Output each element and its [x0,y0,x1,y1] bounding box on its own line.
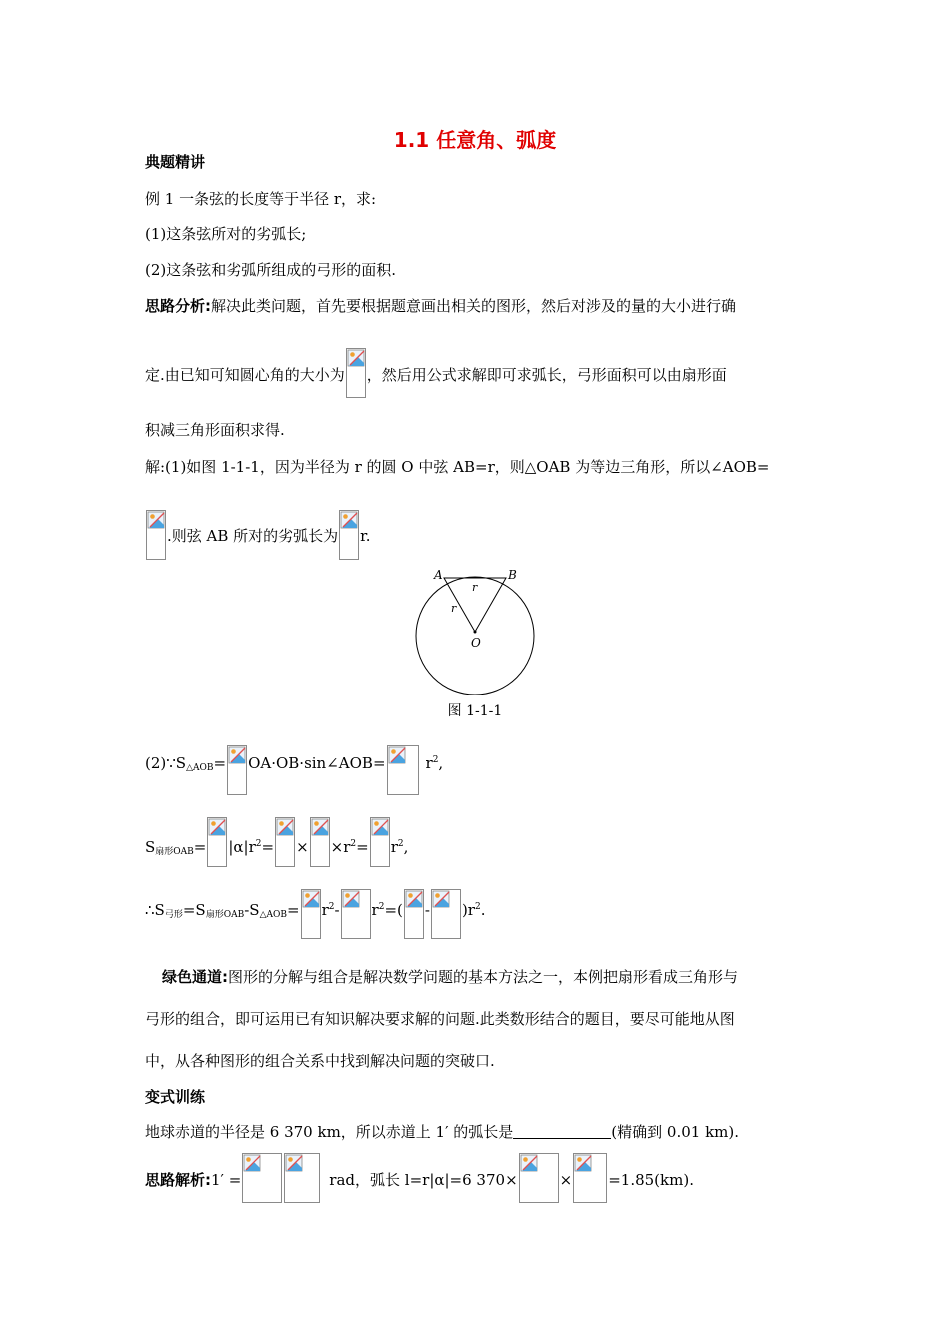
formula-image-icon [387,745,419,795]
f2-text-a: S [145,838,156,856]
f1-sup: 2 [432,755,439,765]
f2-text-d: = [261,838,275,856]
broken-image-glyph [208,818,226,836]
f3-text-c: -S [244,901,260,919]
broken-image-glyph [574,1154,592,1172]
f3-sub-3: △AOB [259,910,287,920]
formula-line-2 [145,817,408,867]
label-a: A [434,568,443,582]
analysis-line-2 [145,348,727,398]
green-line-1 [162,967,738,987]
f3-text-d: = [286,901,300,919]
f2-text-f: r [390,838,398,856]
broken-image-glyph [228,746,246,764]
f3-sup-1: 2 [328,902,335,912]
center-point [474,631,477,634]
f2-text-b: = [193,838,207,856]
formula-image-icon [370,817,390,867]
formula-image-icon [207,817,227,867]
formula-image-icon [227,745,247,795]
solution-text-2a: .则弦 AB 所对的劣弧长为 [167,527,339,545]
f3-text-g: r [371,901,379,919]
formula-image-icon [284,1153,320,1203]
f2-sup-2: 2 [350,839,357,849]
label-b: B [508,568,517,582]
f3-text-k: . [480,901,486,919]
label-r-side: r [451,602,457,615]
f1-text-a: (2)∵S [145,754,187,772]
formula-image-icon [339,510,359,560]
formula-image-icon [242,1153,282,1203]
f2-text-g: , [403,838,409,856]
analysis2-label: 思路解析: [145,1171,211,1189]
broken-image-glyph [342,890,360,908]
broken-image-glyph [405,890,423,908]
broken-image-glyph [276,818,294,836]
answer-blank[interactable] [513,1124,611,1139]
formula-line-1 [145,745,443,795]
f3-sub-1: 弓形 [164,910,183,920]
f3-text-e: r [321,901,329,919]
exercise-line [145,1122,739,1142]
solution-text-2b: r. [360,527,371,545]
f3-text-f: - [334,901,340,919]
circle-figure [400,560,550,695]
formula-image-icon [431,889,461,939]
formula-image-icon [341,889,371,939]
analysis-line-3: 积减三角形面积求得. [145,421,285,439]
broken-image-glyph [347,349,365,367]
f1-text-d: r [425,754,433,772]
formula-image-icon [301,889,321,939]
f3-sup-3: 2 [474,902,481,912]
broken-image-glyph [243,1154,261,1172]
f1-text-c: OA·OB·sin∠AOB= [248,754,386,772]
analysis2-text-b: rad，弧长 l=r|α|=6 370× [329,1171,518,1189]
label-r-top: r [472,581,478,594]
f1-text-e: , [438,754,444,772]
analysis2-text-a: 1′ = [211,1171,242,1189]
analysis-label: 思路分析: [145,297,211,315]
analysis2-text-d: =1.85(km). [608,1171,694,1189]
analysis-text-2b: ，然后用公式求解即可求弧长，弓形面积可以由扇形面 [366,366,727,384]
section-heading-exercise: 变式训练 [145,1088,206,1106]
formula-image-icon [346,348,366,398]
f1-text-b: = [213,754,227,772]
f2-times-1: × [296,838,309,856]
broken-image-glyph [285,1154,303,1172]
analysis-line-1 [145,296,736,316]
formula-image-icon [519,1153,559,1203]
f2-sup: 2 [255,839,262,849]
f3-text-b: =S [182,901,206,919]
formula-image-icon [404,889,424,939]
analysis2-text-c: × [559,1171,573,1189]
broken-image-glyph [388,746,406,764]
green-text-1: 图形的分解与组合是解决数学问题的基本方法之一，本例把扇形看成三角形与 [228,968,739,986]
green-label: 绿色通道: [162,968,228,986]
f2-text-c: |α|r [228,838,256,856]
f3-text-i: - [424,901,430,919]
broken-image-glyph [311,818,329,836]
formula-image-icon [573,1153,607,1203]
formula-image-icon [310,817,330,867]
f3-text-h: =( [384,901,403,919]
example-part-1: (1)这条弦所对的劣弧长; [145,225,307,243]
page-title: 1.1 任意角、弧度 [393,128,557,152]
section-heading-examples: 典题精讲 [145,153,206,171]
green-line-3: 中，从各种图形的组合关系中找到解决问题的突破口. [145,1052,495,1070]
broken-image-glyph [520,1154,538,1172]
exercise-text-b: (精确到 0.01 km). [611,1123,740,1141]
broken-image-glyph [371,818,389,836]
f2-sub: 扇形OAB [155,847,194,857]
green-line-2: 弓形的组合，即可运用已有知识解决要求解的问题.此类数形结合的题目，要尽可能地从图 [145,1010,735,1028]
example-part-2: (2)这条弦和劣弧所组成的弓形的面积. [145,261,397,279]
formula-image-icon [146,510,166,560]
broken-image-glyph [147,511,165,529]
label-o: O [471,636,481,650]
f1-sub: △AOB [186,763,214,773]
analysis-text-2a: 定.由已知可知圆心角的大小为 [145,366,345,384]
exercise-text-a: 地球赤道的半径是 6 370 km，所以赤道上 1′ 的弧长是 [145,1123,514,1141]
f3-sup-2: 2 [378,902,385,912]
f3-text-a: ∴S [145,901,165,919]
f3-sub-2: 扇形OAB [205,910,245,920]
formula-line-3 [145,889,486,939]
broken-image-glyph [302,890,320,908]
f2-text-e: = [356,838,369,856]
f3-text-j: )r [461,901,475,919]
broken-image-glyph [340,511,358,529]
figure-caption: 图 1-1-1 [447,703,503,719]
f2-sup-3: 2 [397,839,404,849]
f2-times-2: ×r [330,838,351,856]
analysis-text-1: 解决此类问题，首先要根据题意画出相关的图形，然后对涉及的量的大小进行确 [211,297,737,315]
formula-image-icon [275,817,295,867]
broken-image-glyph [432,890,450,908]
solution-line-1: 解:(1)如图 1-1-1，因为半径为 r 的圆 O 中弦 AB=r，则△OAB 为等边三角形，所以∠AOB= [145,458,770,476]
solution-line-2 [145,510,370,560]
analysis2-line [145,1153,694,1203]
example-question: 例 1 一条弦的长度等于半径 r，求: [145,190,377,208]
